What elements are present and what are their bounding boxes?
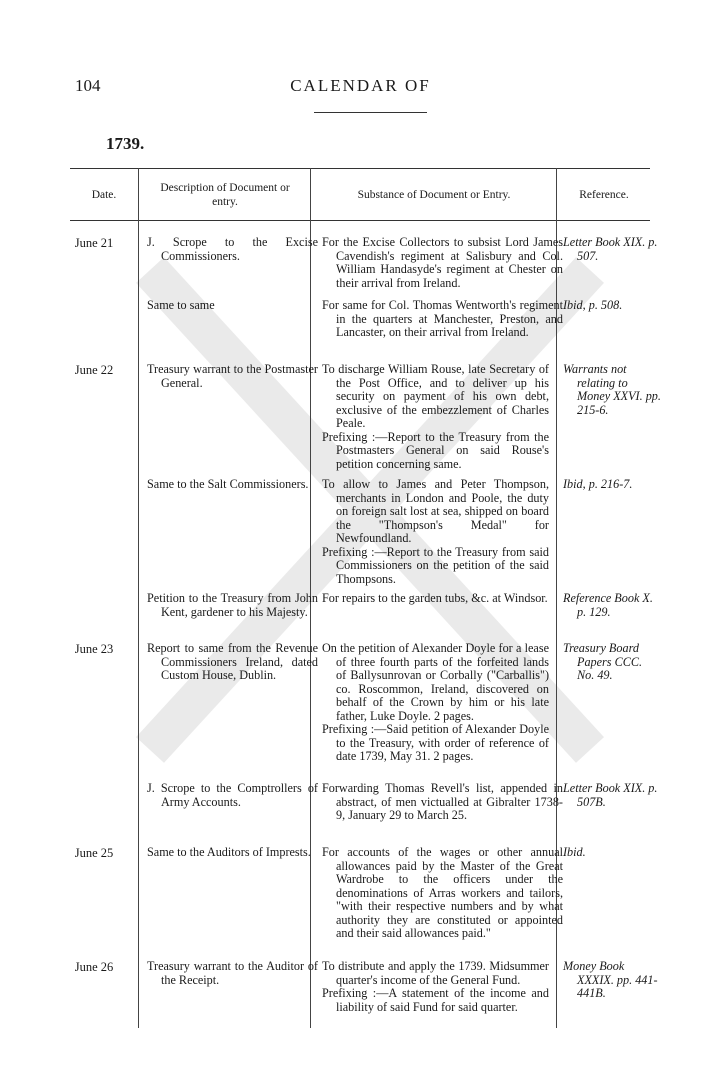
entry-description: Petition to the Treasury from John Kent, gardener to his Majesty. (147, 591, 318, 619)
entry-date: June 23 (74, 642, 114, 656)
entry-prefixing: Prefixing :—A statement of the income and liability of said Fund for said quarter. (322, 986, 549, 1014)
entry-reference: Reference Book X. p. 129. (563, 591, 653, 619)
entry-description: Report to same from the Revenue Commissioners Ireland, dated Custom House, Dublin. (147, 641, 318, 682)
entry-date: June 26 (74, 960, 114, 974)
year-heading: 1739. (106, 134, 145, 153)
entry-description: Treasury warrant to the Postmaster General. (147, 362, 318, 390)
column-header-substance: Substance of Document or Entry. (357, 189, 511, 201)
entry-reference: Letter Book XIX. p. 507B. (563, 781, 658, 809)
entry-prefixing: Prefixing :—Said petition of Alexander Doyle to the Treasury, with order of reference of date 1739, May 31. 2 pages. (322, 722, 549, 763)
entry-date: June 25 (74, 846, 114, 860)
page-title: CALENDAR OF (290, 76, 431, 95)
entry-reference: Treasury Board Papers CCC. No. 49. (563, 641, 643, 682)
entry-date: June 21 (74, 236, 114, 250)
entry-substance: To discharge William Rouse, late Secretary of the Post Office, and to deliver up his security on payment of his own debt, exclusive of the embezzlement of Charles Peale. (322, 362, 549, 430)
entry-description: Same to the Salt Commissioners. (147, 477, 309, 491)
entry-reference: Letter Book XIX. p. 507. (563, 235, 658, 263)
entry-substance: For same for Col. Thomas Wentworth's regiment in the quarters at Manchester, Preston, and Lancaster, on their arrival from Ireland. (322, 298, 563, 339)
entry-date: June 22 (74, 363, 114, 377)
entry-substance-block (322, 642, 549, 764)
entry-description: Same to same (147, 298, 215, 312)
entry-description: J. Scrope to the Comptrollers of Army Accounts. (147, 781, 318, 809)
entry-substance: On the petition of Alexander Doyle for a lease of three fourth parts of the forfeited lands of Ballysunrovan or Corbally ("Carballis") co. Roscommon, Ireland, discovered on behalf of the Crown by him or his late father, Luke Doyle. 2 pages. (322, 641, 549, 723)
entry-description: Treasury warrant to the Auditor of the Receipt. (147, 959, 318, 987)
table-top-rule (70, 168, 650, 169)
column-header-date: Date. (91, 189, 117, 201)
column-header-description: Description of Document or entry. (160, 182, 290, 208)
entry-description: J. Scrope to the Excise Commissioners. (147, 235, 318, 263)
entry-substance: To allow to James and Peter Thompson, merchants in London and Poole, the duty on foreign salt lost at sea, shipped on board the "Thompson's Medal" for Newfoundland. (322, 477, 549, 545)
entry-substance: Forwarding Thomas Revell's list, appended in abstract, of men victualled at Gibralter 1738-9, January 29 to March 25. (322, 781, 563, 822)
column-header-reference: Reference. (579, 189, 629, 201)
entry-substance: For the Excise Collectors to subsist Lord James Cavendish's regiment at Salisbury and Col. William Handasyde's regiment at Chester on their arrival from Ireland. (322, 235, 563, 290)
entry-substance: For repairs to the garden tubs, &c. at Windsor. (322, 591, 548, 605)
entry-prefixing: Prefixing :—Report to the Treasury from the Postmasters General on said Rouse's petition concerning same. (322, 429, 549, 471)
entry-substance-block (322, 960, 549, 1014)
entry-substance: For accounts of the wages or other annual allowances paid by the Master of the Great Wardrobe to the officers under the denominations of Arras workers and tailors, "with their respective numbers and by what authority they are constituted or appointed and their said allowances paid." (322, 845, 563, 940)
entry-reference: Ibid, p. 216-7. (563, 477, 633, 491)
table-header-rule (70, 220, 650, 221)
title-rule (314, 112, 427, 113)
entry-description: Same to the Auditors of Imprests. (147, 845, 311, 859)
entry-reference: Ibid, p. 508. (563, 298, 623, 312)
entry-reference: Money Book XXXIX. pp. 441-441B. (563, 959, 658, 1000)
entry-reference: Warrants not relating to Money XXVI. pp. 215-6. (563, 362, 661, 417)
entry-substance-block (322, 363, 549, 471)
column-divider-date (138, 168, 139, 1028)
page-number: 104 (75, 76, 101, 95)
entry-substance: To distribute and apply the 1739. Midsummer quarter's income of the General Fund. (322, 959, 549, 987)
entry-prefixing: Prefixing :—Report to the Treasury from said Commissioners on the petition of the said Thompsons. (322, 544, 549, 586)
entry-substance-block (322, 478, 549, 586)
entry-reference: Ibid. (563, 845, 586, 859)
